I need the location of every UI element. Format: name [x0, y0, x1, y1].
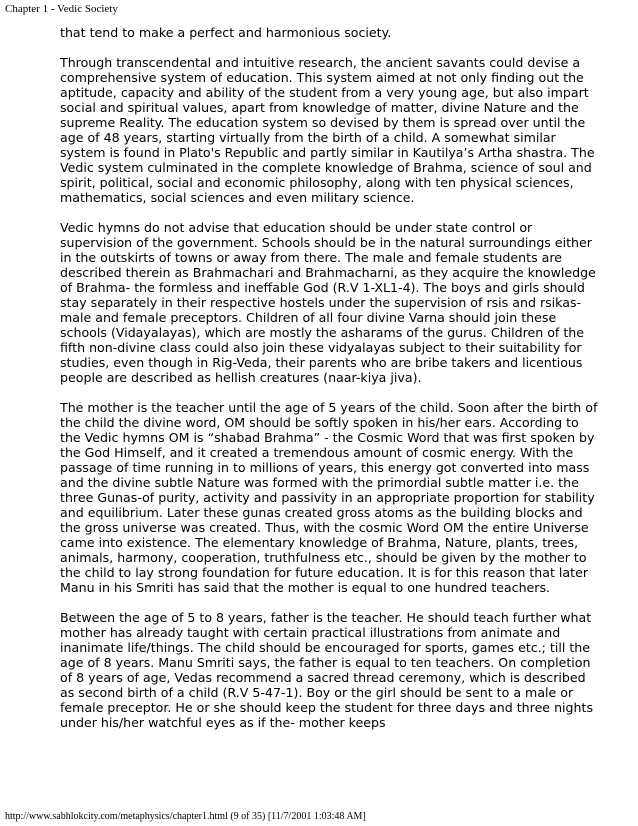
page-header-title: Chapter 1 - Vedic Society	[5, 3, 118, 15]
paragraph-1: that tend to make a perfect and harmonious society.	[60, 25, 392, 40]
document-body	[60, 25, 598, 745]
paragraph-2: Through transcendental and intuitive research, the ancient savants could devise a comprehensive system of education. This system aimed at not only finding out the aptitude, capacity and ability of the student from a very young age, but also impart social and spiritual values, apart from knowledge of matter, divine Nature and the supreme Reality. The education system so devised by them is spread over until the age of 48 years, starting virtually from the birth of a child. A somewhat similar system is found in Plato's Republic and partly similar in Kautilya’s Artha shastra. The Vedic system culminated in the complete knowledge of Brahma, science of soul and spirit, political, social and economic philosophy, along with ten physical sciences, mathematics, social sciences and even military science.	[60, 55, 595, 205]
paragraph-3: Vedic hymns do not advise that education should be under state control or supervision of the government. Schools should be in the natural surroundings either in the outskirts of towns or away from there. The male and female students are described therein as Brahmachari and Brahmacharni, as they acquire the knowledge of Brahma- the formless and ineffable God (R.V 1-XL1-4). The boys and girls should stay separately in their respective hostels under the supervision of rsis and rsikas-male and female preceptors. Children of all four divine Varna should join these schools (Vidayalayas), which are mostly the asharams of the gurus. Children of the fifth non-divine class could also join these vidyalayas subject to their suitability for studies, even though in Rig-Veda, their parents who are bribe takers and licentious people are described as hellish creatures (naar-kiya jiva).	[60, 220, 596, 385]
paragraph-5: Between the age of 5 to 8 years, father is the teacher. He should teach further what mother has already taught with certain practical illustrations from animate and inanimate life/things. The child should be encouraged for sports, games etc.; till the age of 8 years. Manu Smriti says, the father is equal to ten teachers. On completion of 8 years of age, Vedas recommend a sacred thread ceremony, which is described as second birth of a child (R.V 5-47-1). Boy or the girl should be sent to a male or female preceptor. He or she should keep the student for three days and three nights under his/her watchful eyes as if the- mother keeps	[60, 610, 594, 730]
paragraph-4: The mother is the teacher until the age of 5 years of the child. Soon after the birth of the child the divine word, OM should be softly spoken in his/her ears. According to the Vedic hymns OM is “shabad Brahma” - the Cosmic Word that was first spoken by the God Himself, and it created a tremendous amount of cosmic energy. With the passage of time running in to millions of years, this energy got converted into mass and the divine subtle Nature was formed with the primordial subtle matter i.e. the three Gunas-of purity, activity and passivity in an appropriate proportion for stability and equilibrium. Later these gunas created gross atoms as the building blocks and the gross universe was created. Thus, with the cosmic Word OM the entire Universe came into existence. The elementary knowledge of Brahma, Nature, plants, trees, animals, harmony, cooperation, truthfulness etc., should be given by the mother to the child to lay strong foundation for future education. It is for this reason that later Manu in his Smriti has said that the mother is equal to one hundred teachers.	[60, 400, 598, 595]
page-footer-url: http://www.sabhlokcity.com/metaphysics/chapter1.html (9 of 35) [11/7/2001 1:03:48 AM]	[5, 811, 366, 822]
